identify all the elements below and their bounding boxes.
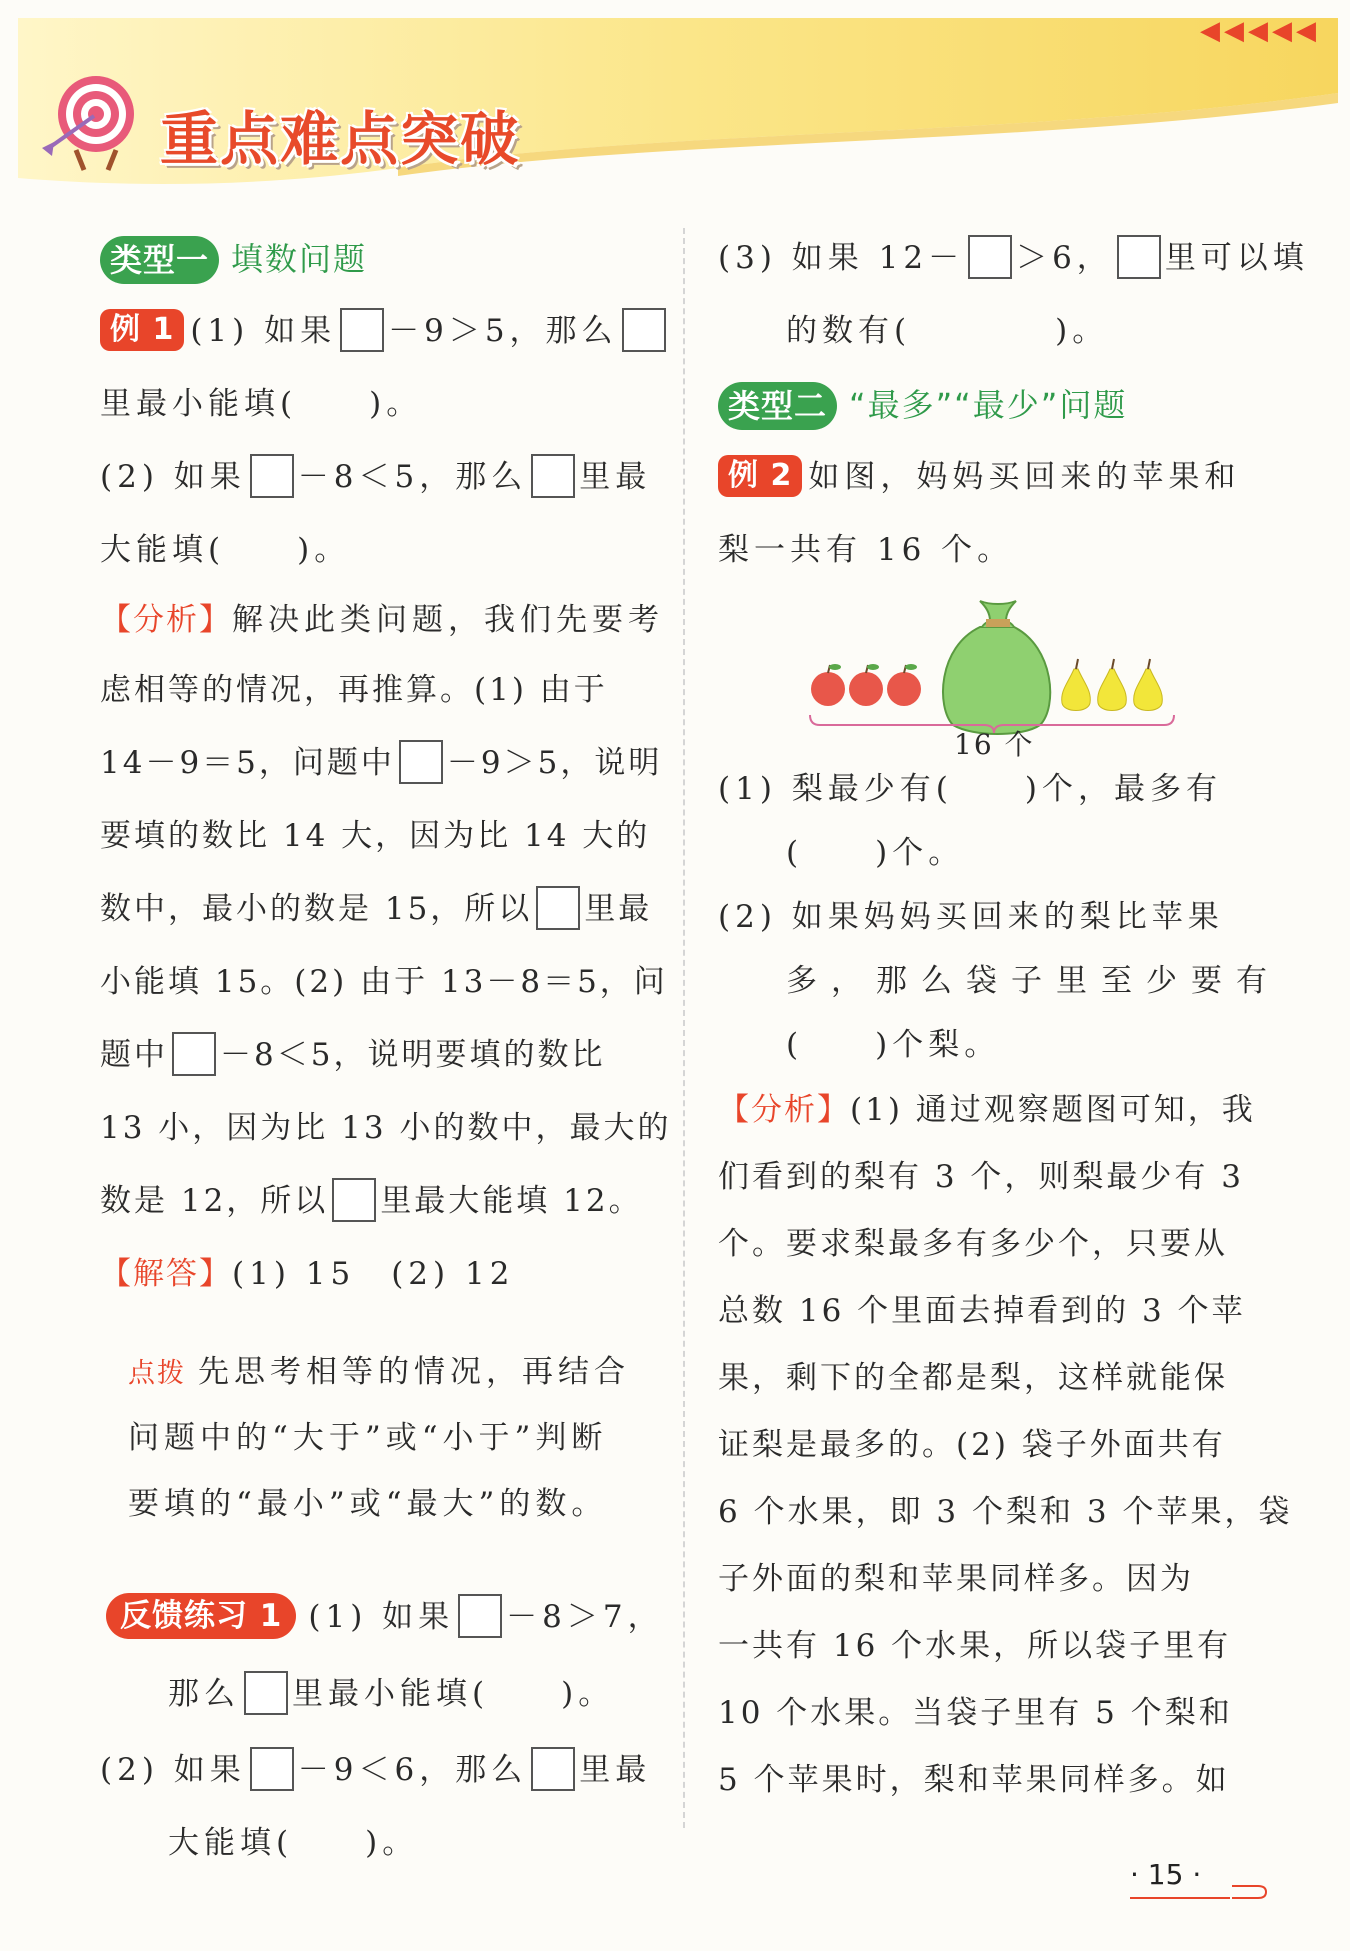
ex2-analysis-line1 <box>718 1077 1270 1144</box>
ex1-line2: 里最小能填( )。 <box>100 386 423 422</box>
ex2-analysis-line11: 5 个苹果时，梨和苹果同样多。如 <box>718 1762 1230 1798</box>
tip-text: 先思考相等的情况，再结合 <box>198 1354 630 1390</box>
fb1-text: －8＞7， <box>506 1599 664 1635</box>
ex2-text: 如图，妈妈买回来的苹果和 <box>808 459 1241 495</box>
type2-title: “最多”“最少”问题 <box>849 386 1128 424</box>
analysis-text: 数中，最小的数是 15，所以 <box>100 891 533 927</box>
type2-badge: 类型二 <box>718 382 837 430</box>
type2-header <box>718 368 1270 441</box>
ex2-analysis-line5: 果，剩下的全都是梨，这样就能保 <box>718 1360 1228 1396</box>
fb1-text: 里可以填 <box>1164 240 1309 276</box>
ex2-analysis-line10: 10 个水果。当袋子里有 5 个梨和 <box>718 1695 1233 1731</box>
figure-label: 16 个 <box>954 728 1035 761</box>
answer-box <box>536 886 580 930</box>
answer-tag: 【解答】 <box>100 1256 232 1292</box>
type1-title: 填数问题 <box>231 240 368 278</box>
answer-box[interactable] <box>458 1594 502 1638</box>
ex2-analysis-line6: 证梨是最多的。(2) 袋子外面共有 <box>718 1427 1226 1463</box>
ex1-text: －9＞5，那么 <box>388 313 618 349</box>
fb1-line1 <box>100 1581 664 1654</box>
page-curve-decor <box>1130 1868 1270 1902</box>
fb1-text: ＞6， <box>1016 240 1113 276</box>
fb1-text: －9＜6，那么 <box>297 1752 528 1788</box>
ex2-line1 <box>718 441 1270 514</box>
ex1-text: 里最 <box>579 459 652 495</box>
ex1-badge: 例 1 <box>100 309 184 351</box>
answer-box[interactable] <box>340 308 384 352</box>
answer-box <box>172 1032 216 1076</box>
ex2-q2-line1: (2) 如果妈妈买回来的梨比苹果 <box>718 899 1224 935</box>
page-title: 重点难点突破 <box>160 105 521 173</box>
answer-box[interactable] <box>968 235 1012 279</box>
analysis-tag: 【分析】 <box>718 1092 850 1128</box>
fb1-badge: 反馈练习 1 <box>106 1593 296 1639</box>
answer-box <box>399 740 443 784</box>
type1-badge: 类型一 <box>100 236 219 284</box>
decor-arrows: ◀◀◀◀◀ <box>1200 16 1320 46</box>
fb1-text: (1) 如果 <box>308 1599 455 1635</box>
analysis-text: －9＞5，说明 <box>446 745 663 781</box>
ex1-text: (2) 如果 <box>100 459 246 495</box>
analysis-line2: 虑相等的情况，再推算。(1) 由于 <box>100 672 608 708</box>
analysis-text: 14－9＝5，问题中 <box>100 745 395 781</box>
answer-box[interactable] <box>244 1671 288 1715</box>
ex2-badge: 例 2 <box>718 455 802 497</box>
fb1-text: 里最 <box>579 1752 652 1788</box>
ex2-analysis-line9: 一共有 16 个水果，所以袋子里有 <box>718 1628 1232 1664</box>
ex1-text: (1) 如果 <box>190 313 337 349</box>
tip-tag: 点拨 <box>128 1358 186 1389</box>
ex2-analysis-line7: 6 个水果，即 3 个梨和 3 个苹果，袋 <box>718 1494 1293 1530</box>
answer-box[interactable] <box>622 308 666 352</box>
answer-box[interactable] <box>250 1747 294 1791</box>
answer-box[interactable] <box>250 454 294 498</box>
pear-icon <box>1098 659 1127 711</box>
page-number: · 15 · <box>1130 1858 1202 1891</box>
analysis-text: 解决此类问题，我们先要考 <box>232 602 664 638</box>
answer-box[interactable] <box>531 454 575 498</box>
apple-icon <box>887 664 921 706</box>
pear-icon <box>1062 659 1091 711</box>
analysis-line9 <box>100 1165 648 1238</box>
column-divider <box>683 228 685 1828</box>
target-icon <box>40 62 152 174</box>
left-column <box>100 222 672 1880</box>
tip-line1 <box>100 1339 648 1405</box>
bag-icon <box>943 601 1050 734</box>
answer-text: (1) 15 (2) 12 <box>232 1256 515 1292</box>
analysis-line7 <box>100 1019 648 1092</box>
ex2-q2-line3: ( )个梨。 <box>786 1027 1001 1063</box>
analysis-tag: 【分析】 <box>100 602 232 638</box>
type1-header <box>100 222 648 295</box>
fb1-line4: 大能填( )。 <box>168 1825 419 1861</box>
ex2-analysis-line2: 们看到的梨有 3 个，则梨最少有 3 <box>718 1159 1245 1195</box>
fb1-text: (3) 如果 12－ <box>718 240 965 276</box>
analysis-line6: 小能填 15。(2) 由于 13－8＝5，问 <box>100 964 668 1000</box>
fb1-line2 <box>100 1654 648 1734</box>
ex1-text: －8＜5，那么 <box>297 459 528 495</box>
pear-icon <box>1134 659 1163 711</box>
ex1-line4: 大能填( )。 <box>100 532 351 568</box>
ex1-line1 <box>100 295 648 368</box>
tip-line3: 要填的“最小”或“最大”的数。 <box>128 1486 608 1522</box>
ex2-q2-line2: 多，那么袋子里至少要有 <box>786 963 1281 999</box>
answer-box[interactable] <box>531 1747 575 1791</box>
analysis-text: 数是 12，所以 <box>100 1183 329 1219</box>
tip-line2: 问题中的“大于”或“小于”判断 <box>128 1420 608 1456</box>
ex2-analysis-line3: 个。要求梨最多有多少个，只要从 <box>718 1226 1228 1262</box>
analysis-text: 里最大能填 12。 <box>380 1183 643 1219</box>
analysis-line8: 13 小，因为比 13 小的数中，最大的 <box>100 1110 672 1146</box>
right-column <box>718 222 1309 1814</box>
analysis-line3 <box>100 727 663 800</box>
answer-line <box>100 1238 648 1311</box>
fb1-text: 里最小能填( )。 <box>292 1676 615 1712</box>
analysis-text: 题中 <box>100 1037 168 1073</box>
analysis-text: (1) 通过观察题图可知，我 <box>850 1092 1256 1128</box>
ex2-q1-line2: ( )个。 <box>786 835 965 871</box>
ex2-analysis-line4: 总数 16 个里面去掉看到的 3 个苹 <box>718 1293 1246 1329</box>
fb1-text: (2) 如果 <box>100 1752 246 1788</box>
fb1-line3 <box>100 1734 652 1807</box>
ex1-line3 <box>100 441 652 514</box>
answer-box <box>332 1178 376 1222</box>
ex2-line2: 梨一共有 16 个。 <box>718 532 1014 568</box>
analysis-line5 <box>100 873 653 946</box>
fb1-text: 那么 <box>168 1676 240 1712</box>
fb1-p3-line2: 的数有( )。 <box>786 313 1109 349</box>
apple-icon <box>811 664 845 706</box>
analysis-text: －8＜5，说明要填的数比 <box>220 1037 606 1073</box>
fb1-p3-line1 <box>718 222 1309 295</box>
ex2-q1-line1: (1) 梨最少有( )个，最多有 <box>718 771 1222 807</box>
analysis-line4: 要填的数比 14 大，因为比 14 大的 <box>100 818 651 854</box>
analysis-line1 <box>100 587 664 654</box>
analysis-text: 里最 <box>584 891 653 927</box>
ex2-analysis-line8: 子外面的梨和苹果同样多。因为 <box>718 1561 1194 1597</box>
answer-box[interactable] <box>1117 235 1161 279</box>
apple-icon <box>849 664 883 706</box>
fruit-figure <box>718 587 1270 761</box>
